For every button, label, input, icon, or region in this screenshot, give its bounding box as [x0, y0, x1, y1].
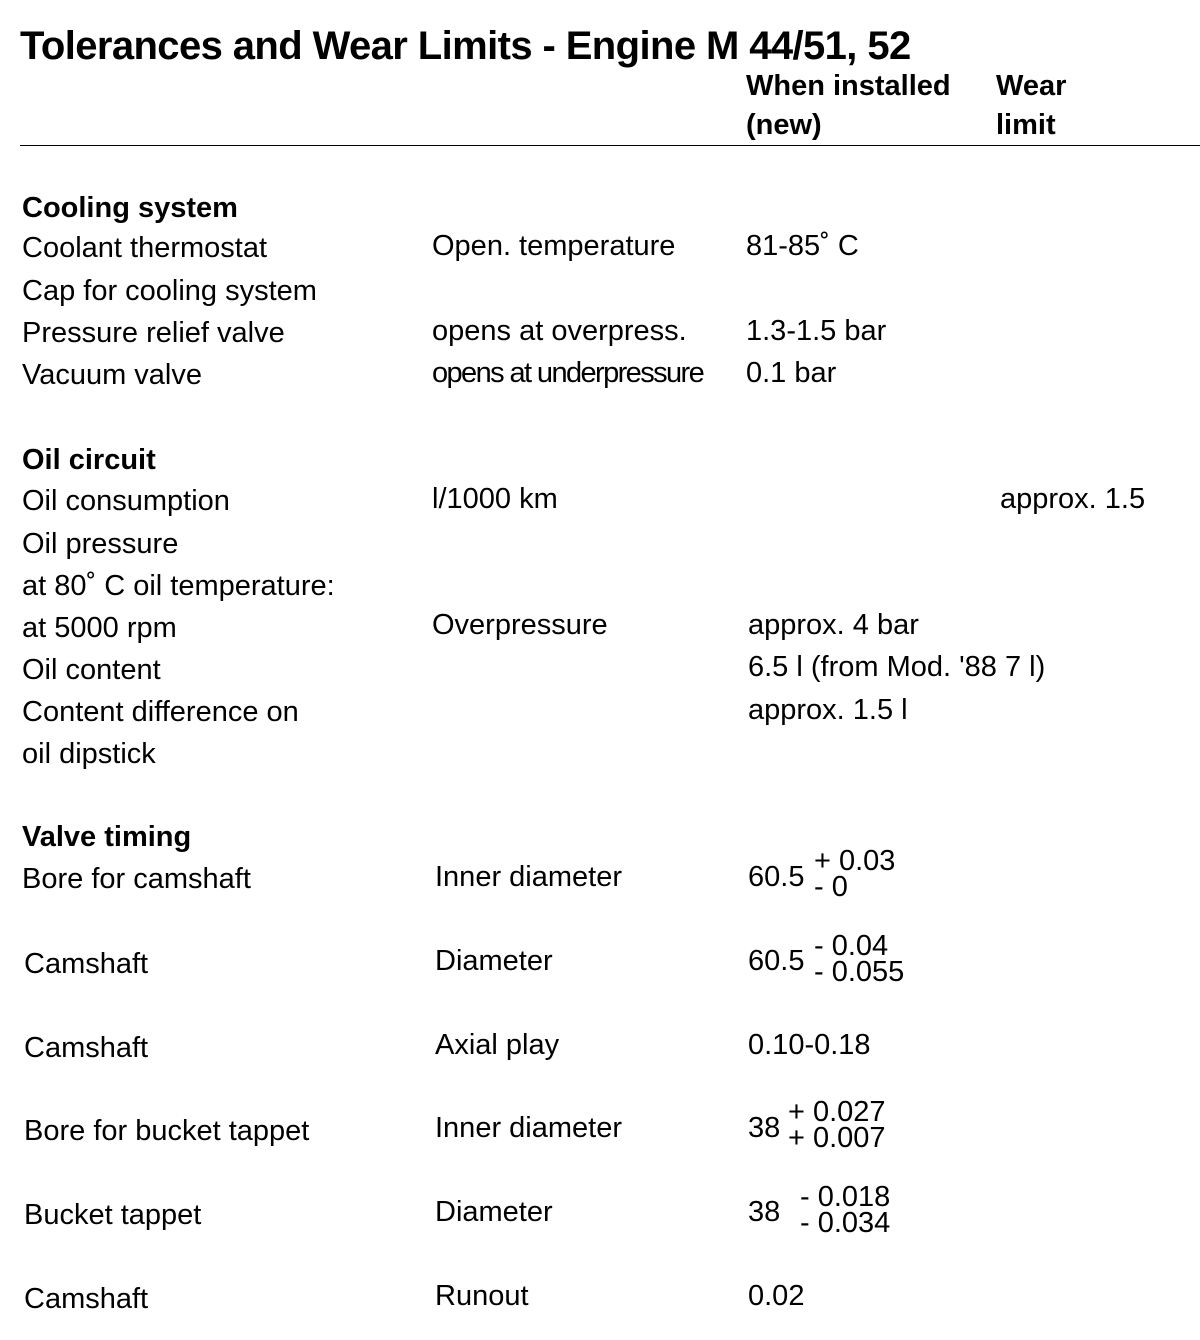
cooling-row-param: Open. temperature [432, 230, 676, 262]
valve-row-tolerance [748, 845, 896, 903]
cooling-row-item: Vacuum valve [22, 359, 202, 391]
tolerance-nominal: 60.5 [748, 945, 805, 977]
oil-row-item: Content difference on [22, 696, 299, 728]
valve-row-item: Bore for camshaft [22, 863, 251, 895]
oil-row-item: at 5000 rpm [22, 612, 177, 644]
valve-row-tolerance: 0.02 [748, 1280, 805, 1312]
tolerance-nominal: 38 [748, 1196, 781, 1228]
tolerance-lower: - 0.034 [800, 1207, 891, 1239]
tolerance-lower: - 0 [814, 871, 848, 903]
header-when-installed: When installed [746, 70, 951, 102]
header-new: (new) [746, 109, 822, 141]
header-rule [20, 145, 1200, 146]
valve-row-param: Inner diameter [435, 861, 622, 893]
oil-row-param: Overpressure [432, 609, 608, 641]
valve-row-item: Camshaft [24, 948, 149, 980]
cooling-row-installed: 1.3-1.5 bar [746, 315, 887, 347]
oil-row-installed: approx. 4 bar [748, 609, 919, 641]
oil-row-wear: approx. 1.5 [1000, 483, 1146, 515]
tolerance-nominal: 60.5 [748, 861, 805, 893]
section-heading-cooling: Cooling system [22, 192, 238, 224]
section-heading-valve: Valve timing [22, 821, 192, 853]
cooling-row-item: Cap for cooling system [22, 275, 317, 307]
cooling-row-installed: 81-85˚ C [746, 230, 859, 262]
header-wear: Wear [996, 70, 1067, 102]
tolerance-upper: - 0.04 [814, 930, 889, 962]
oil-row-item: Oil content [22, 654, 161, 686]
oil-row-item: Oil consumption [22, 485, 230, 517]
section-heading-oil: Oil circuit [22, 444, 156, 476]
cooling-row-installed: 0.1 bar [746, 357, 837, 389]
valve-row-param: Inner diameter [435, 1112, 622, 1144]
valve-row-param: Runout [435, 1280, 529, 1312]
header-limit: limit [996, 109, 1056, 141]
tolerance-lower: - 0.055 [814, 956, 905, 988]
valve-row-param: Axial play [435, 1029, 560, 1061]
oil-row-item: at 80˚ C oil temperature: [22, 570, 335, 602]
page-title: Tolerances and Wear Limits - Engine M 44/51, 52 [20, 24, 911, 68]
valve-row-item: Camshaft [24, 1283, 149, 1315]
valve-row-param: Diameter [435, 1196, 553, 1228]
tolerance-upper: + 0.03 [814, 845, 896, 877]
tolerance-upper: - 0.018 [800, 1181, 891, 1213]
tolerance-nominal: 38 [748, 1112, 781, 1144]
valve-row-tolerance [748, 1181, 891, 1239]
valve-row-tolerance [748, 1096, 886, 1154]
cooling-row-param: opens at overpress. [432, 315, 687, 347]
oil-row-installed: approx. 1.5 l [748, 694, 908, 726]
tolerance-upper: + 0.027 [788, 1096, 886, 1128]
oil-row-param: l/1000 km [432, 483, 558, 515]
oil-row-installed: 6.5 l (from Mod. '88 7 l) [748, 651, 1046, 683]
valve-row-param: Diameter [435, 945, 553, 977]
cooling-row-item: Coolant thermostat [22, 232, 268, 264]
tolerance-lower: + 0.007 [788, 1122, 886, 1154]
valve-row-item: Bore for bucket tappet [24, 1115, 310, 1147]
oil-row-item: oil dipstick [22, 738, 156, 770]
valve-row-tolerance [748, 930, 905, 988]
valve-row-item: Camshaft [24, 1032, 149, 1064]
cooling-row-item: Pressure relief valve [22, 317, 285, 349]
oil-row-item: Oil pressure [22, 528, 179, 560]
valve-row-tolerance: 0.10-0.18 [748, 1029, 871, 1061]
cooling-row-param: opens at underpressure [432, 357, 704, 389]
valve-row-item: Bucket tappet [24, 1199, 202, 1231]
